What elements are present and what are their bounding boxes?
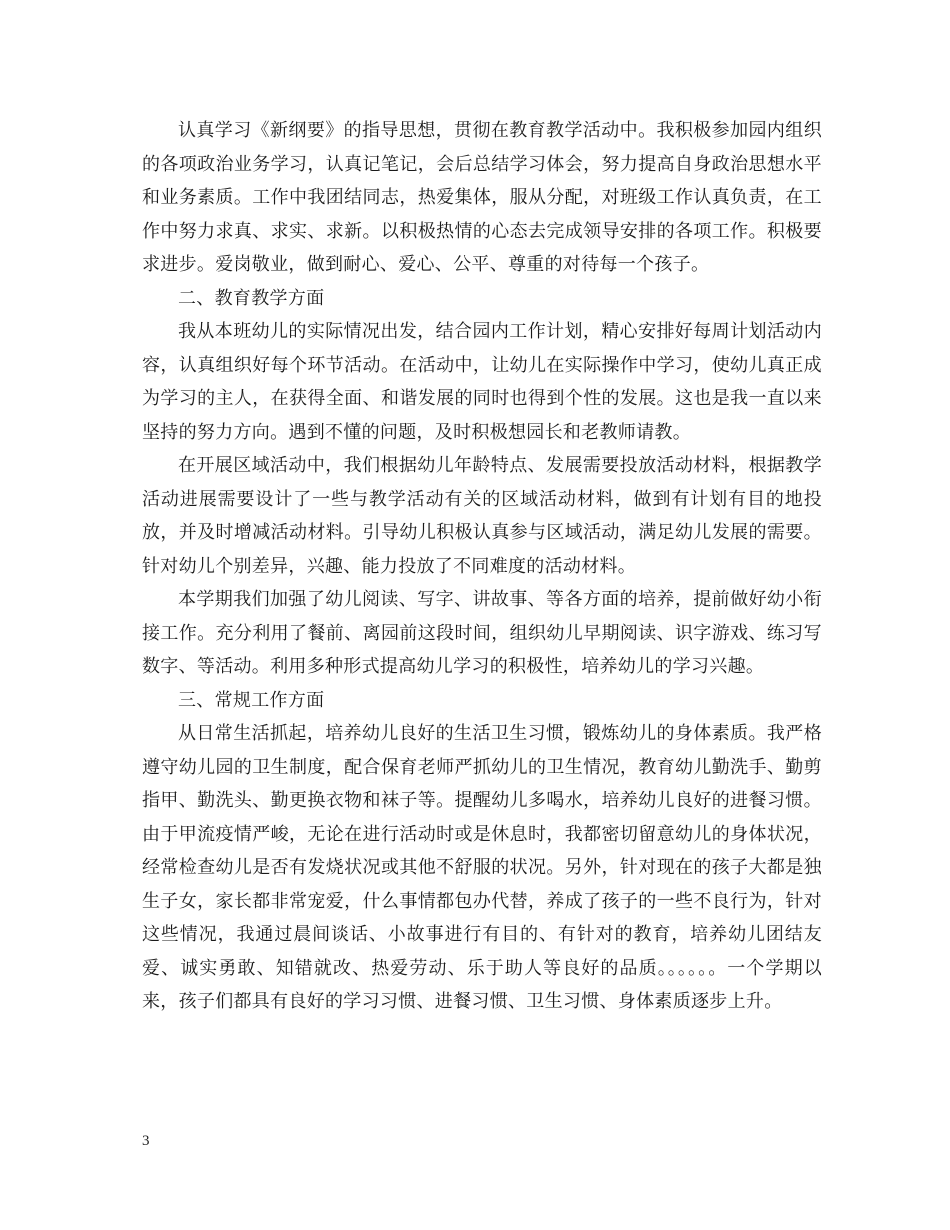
section-heading-teaching: 二、教育教学方面 [178, 287, 325, 309]
document-body [142, 114, 822, 1019]
paragraph-political-study: 认真学习《新纲要》的指导思想，贯彻在教育教学活动中。我积极参加园内组织的各项政治业务学习，认真记笔记，会后总结学习体会，努力提高自身政治思想水平和业务素质。工作中我团结同志，热爱集体，服从分配，对班级工作认真负责，在工作中努力求真、求实、求新。以积极热情的心态去完成领导安排的各项工作。积极要求进步。爱岗敬业，做到耐心、爱心、公平、尊重的对待每一个孩子。 [142, 120, 822, 275]
section-heading-routine: 三、常规工作方面 [178, 689, 325, 711]
paragraph-area-activities: 在开展区域活动中，我们根据幼儿年龄特点、发展需要投放活动材料，根据教学活动进展需要设计了一些与教学活动有关的区域活动材料，做到有计划有目的地投放，并及时增减活动材料。引导幼儿积极认真参与区域活动，满足幼儿发展的需要。针对幼儿个别差异，兴趣、能力投放了不同难度的活动材料。 [142, 455, 822, 577]
page-number: 3 [142, 1133, 150, 1149]
paragraph-teaching-activities: 我从本班幼儿的实际情况出发，结合园内工作计划，精心安排好每周计划活动内容，认真组织好每个环节活动。在活动中，让幼儿在实际操作中学习，使幼儿真正成为学习的主人，在获得全面、和谐发展的同时也得到个性的发展。这也是我一直以来坚持的努力方向。遇到不懂的问题，及时积极想园长和老教师请教。 [142, 321, 822, 443]
paragraph-daily-hygiene: 从日常生活抓起，培养幼儿良好的生活卫生习惯，锻炼幼儿的身体素质。我严格遵守幼儿园的卫生制度，配合保育老师严抓幼儿的卫生情况，教育幼儿勤洗手、勤剪指甲、勤洗头、勤更换衣物和袜子等。提醒幼儿多喝水，培养幼儿良好的进餐习惯。由于甲流疫情严峻，无论在进行活动时或是休息时，我都密切留意幼儿的身体状况，经常检查幼儿是否有发烧状况或其他不舒服的状况。另外，针对现在的孩子大都是独生子女，家长都非常宠爱，什么事情都包办代替，养成了孩子的一些不良行为，针对这些情况，我通过晨间谈话、小故事进行有目的、有针对的教育，培养幼儿团结友爱、诚实勇敢、知错就改、热爱劳动、乐于助人等良好的品质。。。。。。一个学期以来，孩子们都具有良好的学习习惯、进餐习惯、卫生习惯、身体素质逐步上升。 [142, 723, 822, 1012]
paragraph-reading-writing: 本学期我们加强了幼儿阅读、写字、讲故事、等各方面的培养，提前做好幼小衔接工作。充分利用了餐前、离园前这段时间，组织幼儿早期阅读、识字游戏、练习写数字、等活动。利用多种形式提高幼儿学习的积极性，培养幼儿的学习兴趣。 [142, 589, 822, 677]
